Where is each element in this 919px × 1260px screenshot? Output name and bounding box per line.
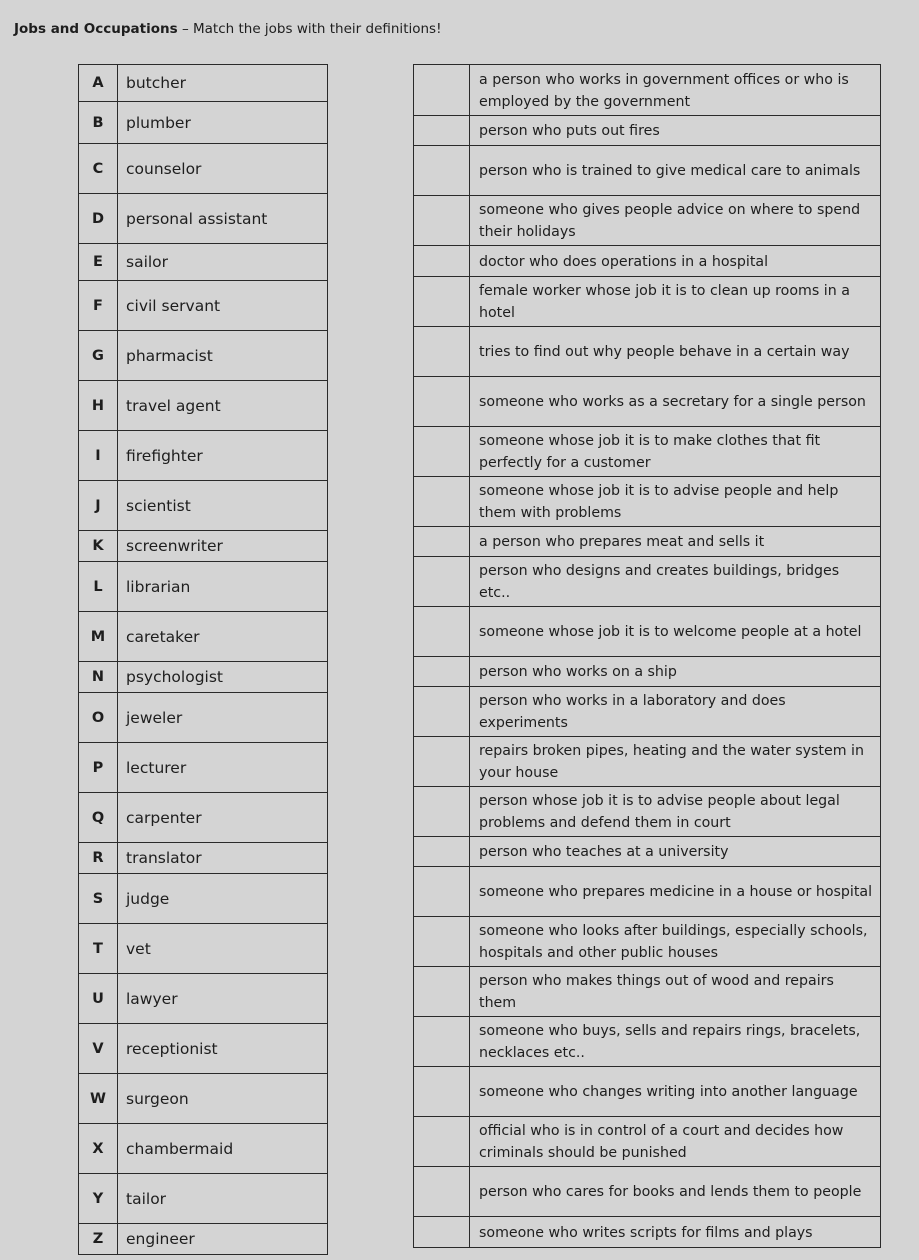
answer-box[interactable] — [414, 477, 470, 527]
job-row — [79, 481, 328, 531]
answer-box[interactable] — [414, 527, 470, 557]
job-letter: X — [79, 1124, 118, 1174]
job-letter: C — [79, 144, 118, 194]
definition-row — [414, 427, 881, 477]
answer-box[interactable] — [414, 65, 470, 116]
definition-text: someone who writes scripts for films and plays — [470, 1217, 881, 1248]
answer-box[interactable] — [414, 787, 470, 837]
job-row — [79, 974, 328, 1024]
definition-row — [414, 867, 881, 917]
definition-text: someone who looks after buildings, especially schools, hospitals and other public houses — [470, 917, 881, 967]
job-letter: M — [79, 612, 118, 662]
job-letter: A — [79, 65, 118, 102]
job-row — [79, 874, 328, 924]
definition-text: someone whose job it is to make clothes that fit perfectly for a customer — [470, 427, 881, 477]
definition-row — [414, 1067, 881, 1117]
definition-row — [414, 967, 881, 1017]
job-letter: P — [79, 743, 118, 793]
job-row — [79, 1024, 328, 1074]
job-name: surgeon — [118, 1074, 328, 1124]
job-name: lawyer — [118, 974, 328, 1024]
definition-text: person who cares for books and lends them to people — [470, 1167, 881, 1217]
definition-text: person who makes things out of wood and repairs them — [470, 967, 881, 1017]
answer-box[interactable] — [414, 1067, 470, 1117]
definition-text: person who puts out fires — [470, 116, 881, 146]
definitions-table — [413, 64, 881, 1248]
job-row — [79, 144, 328, 194]
title-rest: – Match the jobs with their definitions! — [177, 21, 442, 37]
answer-box[interactable] — [414, 116, 470, 146]
job-row — [79, 612, 328, 662]
job-row — [79, 531, 328, 562]
definition-row — [414, 277, 881, 327]
job-letter: U — [79, 974, 118, 1024]
definition-text: repairs broken pipes, heating and the water system in your house — [470, 737, 881, 787]
definition-row — [414, 527, 881, 557]
answer-box[interactable] — [414, 327, 470, 377]
job-letter: T — [79, 924, 118, 974]
definition-row — [414, 377, 881, 427]
job-name: travel agent — [118, 381, 328, 431]
definition-row — [414, 687, 881, 737]
definition-text: person whose job it is to advise people about legal problems and defend them in court — [470, 787, 881, 837]
definition-row — [414, 657, 881, 687]
answer-box[interactable] — [414, 277, 470, 327]
definition-text: someone who works as a secretary for a single person — [470, 377, 881, 427]
answer-box[interactable] — [414, 377, 470, 427]
answer-box[interactable] — [414, 146, 470, 196]
job-letter: D — [79, 194, 118, 244]
definition-text: tries to find out why people behave in a certain way — [470, 327, 881, 377]
job-name: psychologist — [118, 662, 328, 693]
definition-row — [414, 146, 881, 196]
job-row — [79, 1224, 328, 1255]
job-name: counselor — [118, 144, 328, 194]
job-name: sailor — [118, 244, 328, 281]
job-name: engineer — [118, 1224, 328, 1255]
answer-box[interactable] — [414, 1017, 470, 1067]
definition-row — [414, 65, 881, 116]
job-letter: G — [79, 331, 118, 381]
job-row — [79, 793, 328, 843]
definition-text: someone whose job it is to welcome people at a hotel — [470, 607, 881, 657]
job-name: screenwriter — [118, 531, 328, 562]
definition-row — [414, 1167, 881, 1217]
job-row — [79, 331, 328, 381]
job-letter: N — [79, 662, 118, 693]
jobs-table — [78, 64, 328, 1255]
answer-box[interactable] — [414, 867, 470, 917]
job-name: lecturer — [118, 743, 328, 793]
definition-row — [414, 1217, 881, 1248]
definition-text: person who works on a ship — [470, 657, 881, 687]
job-row — [79, 102, 328, 144]
answer-box[interactable] — [414, 837, 470, 867]
definition-row — [414, 477, 881, 527]
job-letter: Y — [79, 1174, 118, 1224]
job-name: personal assistant — [118, 194, 328, 244]
definition-row — [414, 737, 881, 787]
definition-row — [414, 1017, 881, 1067]
job-row — [79, 1124, 328, 1174]
job-letter: E — [79, 244, 118, 281]
job-letter: R — [79, 843, 118, 874]
definition-text: official who is in control of a court and decides how criminals should be punished — [470, 1117, 881, 1167]
job-letter: Q — [79, 793, 118, 843]
job-letter: K — [79, 531, 118, 562]
job-name: receptionist — [118, 1024, 328, 1074]
job-row — [79, 1074, 328, 1124]
answer-box[interactable] — [414, 196, 470, 246]
definition-row — [414, 246, 881, 277]
job-name: carpenter — [118, 793, 328, 843]
definition-text: female worker whose job it is to clean up rooms in a hotel — [470, 277, 881, 327]
definition-text: someone who prepares medicine in a house or hospital — [470, 867, 881, 917]
title-bold: Jobs and Occupations — [14, 21, 178, 37]
job-row — [79, 1174, 328, 1224]
answer-box[interactable] — [414, 607, 470, 657]
definition-row — [414, 1117, 881, 1167]
definition-text: person who works in a laboratory and does experiments — [470, 687, 881, 737]
definition-row — [414, 116, 881, 146]
definition-text: doctor who does operations in a hospital — [470, 246, 881, 277]
worksheet-title — [14, 21, 442, 37]
job-letter: O — [79, 693, 118, 743]
job-name: jeweler — [118, 693, 328, 743]
job-letter: H — [79, 381, 118, 431]
definition-row — [414, 557, 881, 607]
definition-text: person who designs and creates buildings, bridges etc.. — [470, 557, 881, 607]
job-row — [79, 65, 328, 102]
answer-box[interactable] — [414, 1117, 470, 1167]
job-name: tailor — [118, 1174, 328, 1224]
definition-text: someone who changes writing into another language — [470, 1067, 881, 1117]
job-row — [79, 843, 328, 874]
definition-row — [414, 787, 881, 837]
definition-row — [414, 196, 881, 246]
definition-text: someone who buys, sells and repairs rings, bracelets, necklaces etc.. — [470, 1017, 881, 1067]
job-letter: F — [79, 281, 118, 331]
job-row — [79, 281, 328, 331]
job-letter: W — [79, 1074, 118, 1124]
answer-box[interactable] — [414, 246, 470, 277]
job-letter: Z — [79, 1224, 118, 1255]
job-name: judge — [118, 874, 328, 924]
definition-text: person who is trained to give medical care to animals — [470, 146, 881, 196]
job-letter: B — [79, 102, 118, 144]
job-row — [79, 562, 328, 612]
job-letter: I — [79, 431, 118, 481]
definition-row — [414, 327, 881, 377]
job-name: butcher — [118, 65, 328, 102]
job-row — [79, 743, 328, 793]
definition-text: a person who works in government offices or who is employed by the government — [470, 65, 881, 116]
job-name: chambermaid — [118, 1124, 328, 1174]
answer-box[interactable] — [414, 1167, 470, 1217]
job-letter: S — [79, 874, 118, 924]
job-letter: V — [79, 1024, 118, 1074]
job-letter: L — [79, 562, 118, 612]
answer-box[interactable] — [414, 427, 470, 477]
job-name: scientist — [118, 481, 328, 531]
job-row — [79, 244, 328, 281]
job-name: firefighter — [118, 431, 328, 481]
job-row — [79, 693, 328, 743]
job-name: civil servant — [118, 281, 328, 331]
job-row — [79, 381, 328, 431]
answer-box[interactable] — [414, 657, 470, 687]
definition-row — [414, 837, 881, 867]
job-name: librarian — [118, 562, 328, 612]
job-name: translator — [118, 843, 328, 874]
job-row — [79, 662, 328, 693]
job-name: caretaker — [118, 612, 328, 662]
job-name: plumber — [118, 102, 328, 144]
job-row — [79, 194, 328, 244]
definition-row — [414, 607, 881, 657]
job-name: pharmacist — [118, 331, 328, 381]
definition-text: a person who prepares meat and sells it — [470, 527, 881, 557]
job-name: vet — [118, 924, 328, 974]
answer-box[interactable] — [414, 687, 470, 737]
job-row — [79, 431, 328, 481]
answer-box[interactable] — [414, 967, 470, 1017]
definition-text: someone whose job it is to advise people and help them with problems — [470, 477, 881, 527]
answer-box[interactable] — [414, 737, 470, 787]
answer-box[interactable] — [414, 917, 470, 967]
definition-text: person who teaches at a university — [470, 837, 881, 867]
job-letter: J — [79, 481, 118, 531]
job-row — [79, 924, 328, 974]
definition-row — [414, 917, 881, 967]
answer-box[interactable] — [414, 557, 470, 607]
answer-box[interactable] — [414, 1217, 470, 1248]
definition-text: someone who gives people advice on where to spend their holidays — [470, 196, 881, 246]
